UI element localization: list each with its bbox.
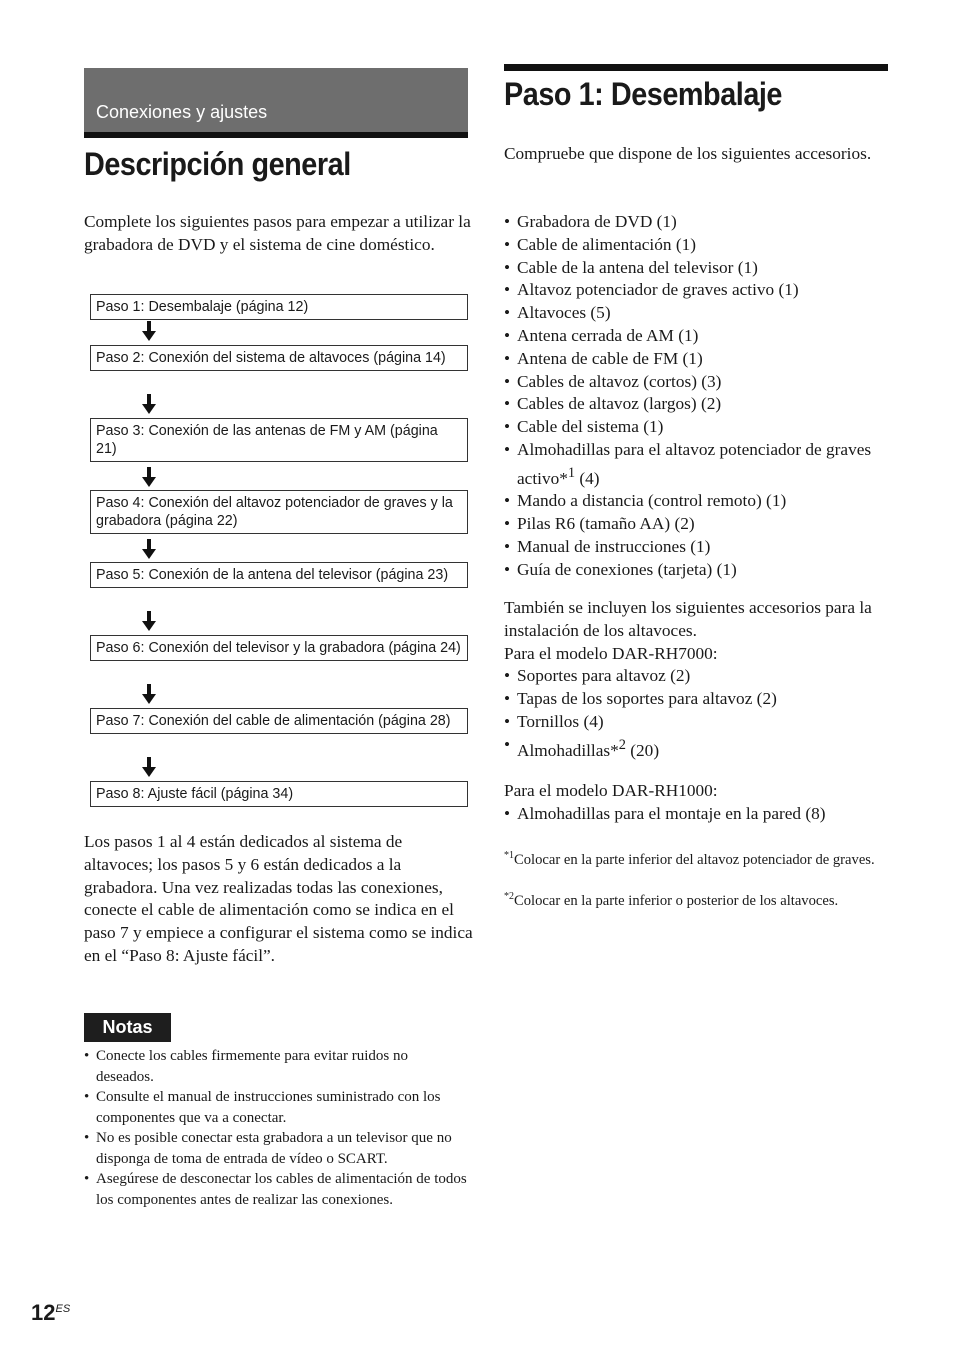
list-item: • Mando a distancia (control remoto) (1) bbox=[504, 490, 888, 513]
step-box-4: Paso 4: Conexión del altavoz potenciador de graves y la grabadora (página 22) bbox=[90, 490, 468, 534]
down-arrow-icon bbox=[142, 684, 156, 704]
list-item: • Antena de cable de FM (1) bbox=[504, 348, 888, 371]
down-arrow-icon bbox=[142, 757, 156, 777]
footnote-ref: 1 bbox=[567, 464, 576, 481]
down-arrow-icon bbox=[142, 539, 156, 559]
right-intro-text: Compruebe que dispone de los siguientes accesorios. bbox=[504, 144, 872, 163]
list-item: • Cables de altavoz (cortos) (3) bbox=[504, 371, 888, 394]
list-item-qty: (20) bbox=[625, 740, 660, 760]
list-item: • Pilas R6 (tamaño AA) (2) bbox=[504, 513, 888, 536]
footnote-1 bbox=[504, 846, 904, 870]
list-item: • Cable de la antena del televisor (1) bbox=[504, 257, 888, 280]
list-item: • Altavoces (5) bbox=[504, 302, 888, 325]
step-box-3: Paso 3: Conexión de las antenas de FM y AM (página 21) bbox=[90, 418, 468, 462]
list-item: • Cable del sistema (1) bbox=[504, 416, 888, 439]
step-box-6: Paso 6: Conexión del televisor y la grabadora (página 24) bbox=[90, 635, 468, 661]
footnote-2 bbox=[504, 887, 904, 911]
also-included-text bbox=[504, 597, 888, 762]
model1-list bbox=[504, 665, 888, 762]
note-item: • No es posible conectar esta grabadora a un televisor que no disponga de toma de entrada de vídeo o SCART. bbox=[84, 1128, 468, 1169]
list-item: • Altavoz potenciador de graves activo (1) bbox=[504, 279, 888, 302]
step-box-2: Paso 2: Conexión del sistema de altavoces (página 14) bbox=[90, 345, 468, 371]
page-number bbox=[31, 1300, 70, 1326]
left-paragraph: Los pasos 1 al 4 están dedicados al sistema de altavoces; los pasos 5 y 6 están dedicados a la grabadora. Una vez realizadas todas las conexiones, conecte el cable de alimentación como se indica en el paso 7 y empiece a configurar el sistema como se indica en el “Paso 8: Ajuste fácil”. bbox=[84, 832, 473, 965]
list-item bbox=[504, 439, 888, 490]
page-title-right: Paso 1: Desembalaje bbox=[504, 76, 783, 112]
page-title-left: Descripción general bbox=[84, 146, 351, 182]
down-arrow-icon bbox=[142, 467, 156, 487]
note-item: • Conecte los cables firmemente para evitar ruidos no deseados. bbox=[84, 1046, 468, 1087]
model-label: Para el modelo DAR-RH1000: bbox=[504, 781, 718, 800]
step-box-1: Paso 1: Desembalaje (página 12) bbox=[90, 294, 468, 320]
left-intro-text: Complete los siguientes pasos para empezar a utilizar la grabadora de DVD y el sistema de cine doméstico. bbox=[84, 212, 471, 254]
section-divider bbox=[84, 132, 468, 138]
model2-block bbox=[504, 780, 888, 826]
down-arrow-icon bbox=[142, 611, 156, 631]
list-item: • Manual de instrucciones (1) bbox=[504, 536, 888, 559]
step-box-7: Paso 7: Conexión del cable de alimentación (página 28) bbox=[90, 708, 468, 734]
footnote-text: Colocar en la parte inferior o posterior de los altavoces. bbox=[514, 892, 839, 909]
section-label: Conexiones y ajustes bbox=[96, 102, 268, 122]
notes-badge: Notas bbox=[84, 1013, 171, 1042]
footnote-mark: *2 bbox=[504, 891, 514, 902]
list-item: • Guía de conexiones (tarjeta) (1) bbox=[504, 559, 888, 582]
model-label: Para el modelo DAR-RH7000: bbox=[504, 643, 718, 663]
list-item bbox=[504, 734, 888, 763]
step-box-5: Paso 5: Conexión de la antena del televisor (página 23) bbox=[90, 562, 468, 588]
note-item: • Asegúrese de desconectar los cables de alimentación de todos los componentes antes de realizar las conexiones. bbox=[84, 1169, 468, 1210]
list-item-qty: (4) bbox=[575, 468, 600, 488]
down-arrow-icon bbox=[142, 321, 156, 341]
list-item: • Tornillos (4) bbox=[504, 711, 888, 734]
list-item-text: Almohadillas para el altavoz potenciador de graves activo* bbox=[517, 439, 872, 488]
page-number-value: 12 bbox=[31, 1300, 56, 1325]
list-item: • Cable de alimentación (1) bbox=[504, 234, 888, 257]
list-item: • Tapas de los soportes para altavoz (2) bbox=[504, 688, 888, 711]
section-header-band bbox=[84, 68, 468, 132]
note-item: • Consulte el manual de instrucciones suministrado con los componentes que va a conectar. bbox=[84, 1087, 468, 1128]
list-item: • Antena cerrada de AM (1) bbox=[504, 325, 888, 348]
also-included-line: También se incluyen los siguientes accesorios para la instalación de los altavoces. bbox=[504, 598, 872, 640]
footnote-ref: 2 bbox=[618, 736, 626, 753]
step-box-8: Paso 8: Ajuste fácil (página 34) bbox=[90, 781, 468, 807]
list-item: • Almohadillas para el montaje en la pared (8) bbox=[504, 803, 888, 826]
right-title-rule bbox=[504, 64, 888, 71]
footnote-mark: *1 bbox=[504, 850, 514, 861]
model2-list bbox=[504, 803, 888, 826]
list-item-text: Almohadillas* bbox=[517, 740, 619, 760]
down-arrow-icon bbox=[142, 394, 156, 414]
accessories-list bbox=[504, 211, 888, 582]
list-item: • Grabadora de DVD (1) bbox=[504, 211, 888, 234]
notes-list bbox=[84, 1046, 468, 1210]
footnote-text: Colocar en la parte inferior del altavoz potenciador de graves. bbox=[514, 851, 875, 868]
list-item: • Cables de altavoz (largos) (2) bbox=[504, 393, 888, 416]
page-language-code: ES bbox=[55, 1303, 71, 1315]
list-item: • Soportes para altavoz (2) bbox=[504, 665, 888, 688]
